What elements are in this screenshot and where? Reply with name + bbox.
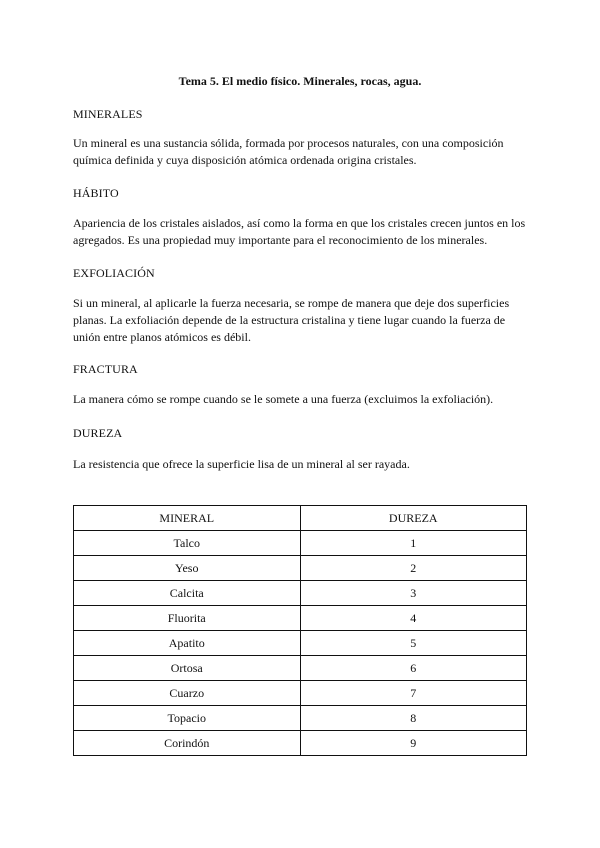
mineral-cell: Yeso (74, 556, 301, 581)
column-header-dureza: DUREZA (300, 506, 527, 531)
hardness-cell: 1 (300, 531, 527, 556)
mineral-cell: Apatito (74, 631, 301, 656)
table-row (74, 581, 527, 606)
mineral-cell: Fluorita (74, 606, 301, 631)
table-row (74, 656, 527, 681)
heading-habito: HÁBITO (73, 186, 119, 200)
hardness-cell: 7 (300, 681, 527, 706)
table-row (74, 731, 527, 756)
mineral-cell: Calcita (74, 581, 301, 606)
hardness-cell: 5 (300, 631, 527, 656)
mineral-cell: Corindón (74, 731, 301, 756)
paragraph-exfoliacion: Si un mineral, al aplicarle la fuerza necesaria, se rompe de manera que deje dos superficies planas. La exfoliación depende de la estructura cristalina y tiene lugar cuando la fuerza de unión entre planos atómicos es débil. (73, 296, 510, 344)
mineral-cell: Ortosa (74, 656, 301, 681)
table-row (74, 531, 527, 556)
hardness-cell: 4 (300, 606, 527, 631)
paragraph-fractura: La manera cómo se rompe cuando se le somete a una fuerza (excluimos la exfoliación). (73, 392, 494, 406)
paragraph-dureza: La resistencia que ofrece la superficie lisa de un mineral al ser rayada. (73, 457, 410, 471)
table-row (74, 606, 527, 631)
hardness-cell: 2 (300, 556, 527, 581)
paragraph-minerales: Un mineral es una sustancia sólida, formada por procesos naturales, con una composición química definida y cuya disposición atómica ordenada origina cristales. (73, 136, 504, 167)
hardness-cell: 6 (300, 656, 527, 681)
hardness-table (73, 505, 527, 756)
mineral-cell: Topacio (74, 706, 301, 731)
heading-exfoliacion: EXFOLIACIÓN (73, 266, 155, 280)
heading-minerales: MINERALES (73, 107, 143, 121)
column-header-mineral: MINERAL (74, 506, 301, 531)
table-header-row (74, 506, 527, 531)
table-row (74, 681, 527, 706)
heading-dureza: DUREZA (73, 426, 123, 440)
table-row (74, 706, 527, 731)
mineral-cell: Cuarzo (74, 681, 301, 706)
table-row (74, 556, 527, 581)
mineral-cell: Talco (74, 531, 301, 556)
hardness-cell: 3 (300, 581, 527, 606)
hardness-cell: 9 (300, 731, 527, 756)
table-row (74, 631, 527, 656)
heading-fractura: FRACTURA (73, 362, 138, 376)
hardness-cell: 8 (300, 706, 527, 731)
paragraph-habito: Apariencia de los cristales aislados, así como la forma en que los cristales crecen juntos en los agregados. Es una propiedad muy importante para el reconocimiento de los minerales. (73, 216, 526, 247)
page-title: Tema 5. El medio físico. Minerales, rocas, agua. (178, 74, 422, 88)
